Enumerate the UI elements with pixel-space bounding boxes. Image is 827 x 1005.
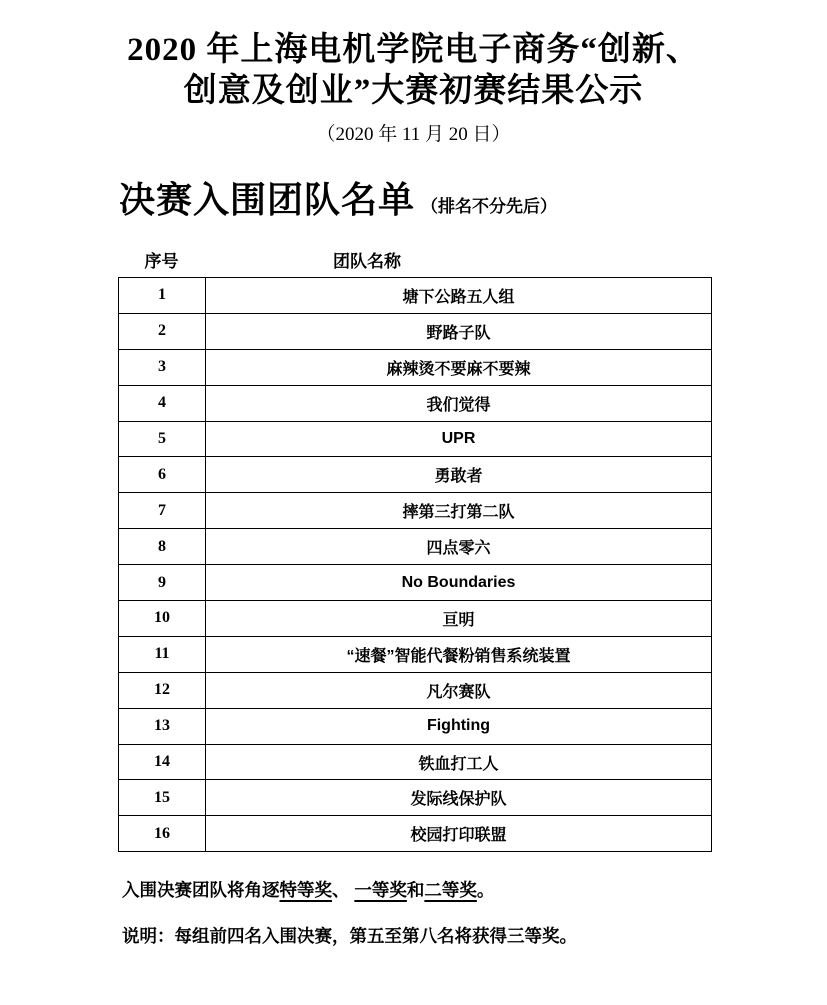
table-row: [119, 349, 712, 385]
table-column-headers: [118, 247, 712, 272]
table-row: [119, 457, 712, 493]
row-number-cell: 10: [119, 601, 206, 637]
row-number-cell: 1: [119, 278, 206, 314]
row-number-cell: 7: [119, 493, 206, 529]
team-name-cell: No Boundaries: [206, 565, 712, 601]
document-title: [58, 30, 769, 112]
awards-note: [122, 877, 827, 902]
row-number-cell: 4: [119, 385, 206, 421]
team-name-cell: 野路子队: [206, 313, 712, 349]
table-row: [119, 421, 712, 457]
row-number-cell: 9: [119, 565, 206, 601]
table-row: [119, 385, 712, 421]
section-heading: [119, 172, 827, 223]
team-name-cell: 亘明: [206, 601, 712, 637]
team-name-cell: 凡尔赛队: [206, 672, 712, 708]
team-name-cell: 校园打印联盟: [206, 816, 712, 852]
row-number-cell: 8: [119, 529, 206, 565]
award-name-underlined: 二等奖: [424, 880, 477, 901]
table-row: [119, 708, 712, 744]
finalist-teams-table: [118, 277, 712, 852]
team-name-cell: 我们觉得: [206, 385, 712, 421]
table-row: [119, 780, 712, 816]
row-number-cell: 14: [119, 744, 206, 780]
award-name-underlined: 一等奖: [354, 880, 407, 901]
announcement-document: [0, 30, 827, 1005]
team-name-cell: 麻辣烫不要麻不要辣: [206, 349, 712, 385]
table-row: [119, 636, 712, 672]
table-row: [119, 313, 712, 349]
row-number-cell: 5: [119, 421, 206, 457]
team-name-cell: 四点零六: [206, 529, 712, 565]
table-row: [119, 278, 712, 314]
team-name-cell: 摔第三打第二队: [206, 493, 712, 529]
table-row: [119, 744, 712, 780]
row-number-cell: 11: [119, 636, 206, 672]
footer-text-segment: 入围决赛团队将角逐: [122, 880, 280, 901]
footer-text-segment: 和: [406, 880, 425, 901]
team-name-cell: “速餐”智能代餐粉销售系统装置: [206, 636, 712, 672]
row-number-cell: 3: [119, 349, 206, 385]
section-heading-note: （排名不分先后）: [421, 197, 558, 216]
footer-text-segment: 、: [332, 880, 355, 901]
table-row: [119, 493, 712, 529]
section-heading-text: 决赛入围团队名单: [119, 179, 416, 220]
row-number-cell: 15: [119, 780, 206, 816]
team-name-cell: Fighting: [206, 708, 712, 744]
explanation-note: 说明：每组前四名入围决赛，第五至第八名将获得三等奖。: [122, 926, 577, 947]
table-row: [119, 565, 712, 601]
row-number-cell: 2: [119, 313, 206, 349]
row-number-cell: 12: [119, 672, 206, 708]
table-row: [119, 816, 712, 852]
team-name-cell: 塘下公路五人组: [206, 278, 712, 314]
row-number-cell: 13: [119, 708, 206, 744]
table-row: [119, 529, 712, 565]
award-name-underlined: 特等奖: [279, 880, 332, 901]
document-title-line-1: 2020 年上海电机学院电子商务“创新、: [127, 32, 700, 68]
row-number-cell: 6: [119, 457, 206, 493]
row-number-cell: 16: [119, 816, 206, 852]
document-title-line-2: 创意及创业”大赛初赛结果公示: [183, 73, 644, 109]
team-name-cell: 勇敢者: [206, 457, 712, 493]
team-name-cell: 铁血打工人: [206, 744, 712, 780]
team-name-cell: UPR: [206, 421, 712, 457]
table-row: [119, 672, 712, 708]
table-row: [119, 601, 712, 637]
column-header-team-name: 团队名称: [333, 252, 401, 271]
column-header-number: 序号: [144, 252, 179, 271]
document-date: （2020 年 11 月 20 日）: [316, 124, 511, 145]
footer-text-segment: 。: [476, 880, 495, 901]
team-name-cell: 发际线保护队: [206, 780, 712, 816]
